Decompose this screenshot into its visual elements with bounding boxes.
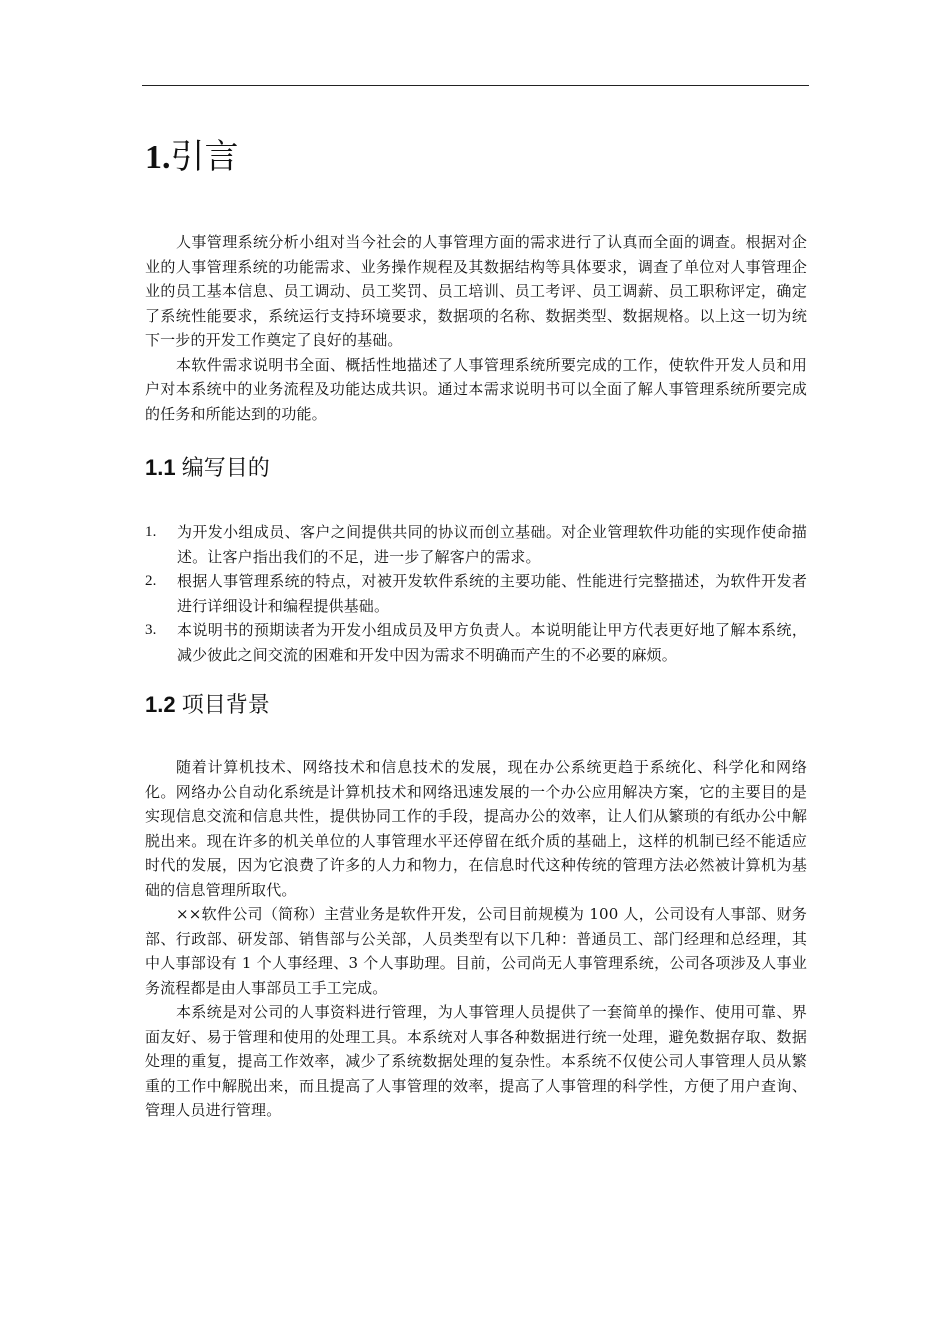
background-paragraph-3: 本系统是对公司的人事资料进行管理，为人事管理人员提供了一套简单的操作、使用可靠、界面友好、易于管理和使用的处理工具。本系统对人事各种数据进行统一处理，避免数据存取、数据处理的重复，提高工作效率，减少了系统数据处理的复杂性。本系统不仅使公司人事管理人员从繁重的工作中解脱出来，而且提高了人事管理的效率，提高了人事管理的科学性，方便了用户查询、管理人员进行管理。 bbox=[145, 1003, 807, 1119]
intro-paragraph-2: 本软件需求说明书全面、概括性地描述了人事管理系统所要完成的工作，使软件开发人员和用户对本系统中的业务流程及功能达成共识。通过本需求说明书可以全面了解人事管理系统所要完成的任务和所能达到的功能。 bbox=[145, 355, 807, 423]
list-marker: 1. bbox=[145, 524, 157, 540]
purpose-list bbox=[145, 520, 807, 667]
background-paragraph-1: 随着计算机技术、网络技术和信息技术的发展，现在办公系统更趋于系统化、科学化和网络化。网络办公自动化系统是计算机技术和网络迅速发展的一个办公应用解决方案，它的主要目的是实现信息交流和信息共性，提供协同工作的手段，提高办公的效率，让人们从繁琐的有纸办公中解脱出来。现在许多的机关单位的人事管理水平还停留在纸介质的基础上，这样的机制已经不能适应时代的发展，因为它浪费了许多的人力和物力，在信息时代这种传统的管理方法必然被计算机为基础的信息管理所取代。 bbox=[145, 758, 807, 899]
list-item-text: 为开发小组成员、客户之间提供共同的协议而创立基础。对企业管理软件功能的实现作使命描述。让客户指出我们的不足，进一步了解客户的需求。 bbox=[177, 523, 807, 566]
background-paragraph-2: ××软件公司（简称）主营业务是软件开发，公司目前规模为 100 人，公司设有人事部、财务部、行政部、研发部、销售部与公关部，人员类型有以下几种：普通员工、部门经理和总经理，其中人事部设有 1 个人事经理、3 个人事助理。目前，公司尚无人事管理系统，公司各项涉及人事业务流程都是由人事部员工手工完成。 bbox=[145, 905, 807, 997]
list-item bbox=[145, 569, 807, 618]
heading-introduction bbox=[145, 132, 807, 184]
heading-section-1-2 bbox=[145, 689, 807, 721]
list-item-text: 本说明书的预期读者为开发小组成员及甲方负责人。本说明能让甲方代表更好地了解本系统，减少彼此之间交流的困难和开发中因为需求不明确而产生的不必要的麻烦。 bbox=[177, 621, 807, 664]
list-item-text: 根据人事管理系统的特点，对被开发软件系统的主要功能、性能进行完整描述，为软件开发者进行详细设计和编程提供基础。 bbox=[177, 572, 807, 615]
section-title: 项目背景 bbox=[181, 692, 270, 717]
intro-paragraph-1: 人事管理系统分析小组对当今社会的人事管理方面的需求进行了认真而全面的调查。根据对企业的人事管理系统的功能需求、业务操作规程及其数据结构等具体要求，调查了单位对人事管理企业的员工基本信息、员工调动、员工奖罚、员工培训、员工考评、员工调薪、员工职称评定，确定了系统性能要求，系统运行支持环境要求，数据项的名称、数据类型、数据规格。以上这一切为统下一步的开发工作奠定了良好的基础。 bbox=[145, 233, 807, 349]
section-title: 编写目的 bbox=[181, 455, 270, 480]
heading-number: 1. bbox=[145, 139, 171, 176]
header-rule bbox=[142, 85, 809, 86]
list-item bbox=[145, 520, 807, 569]
section-number: 1.2 bbox=[145, 692, 176, 717]
list-marker: 3. bbox=[145, 622, 157, 638]
section-number: 1.1 bbox=[145, 455, 176, 480]
heading-title: 引言 bbox=[170, 139, 239, 176]
document-body bbox=[145, 132, 807, 1123]
list-item bbox=[145, 618, 807, 667]
heading-section-1-1 bbox=[145, 452, 807, 484]
list-marker: 2. bbox=[145, 573, 157, 589]
